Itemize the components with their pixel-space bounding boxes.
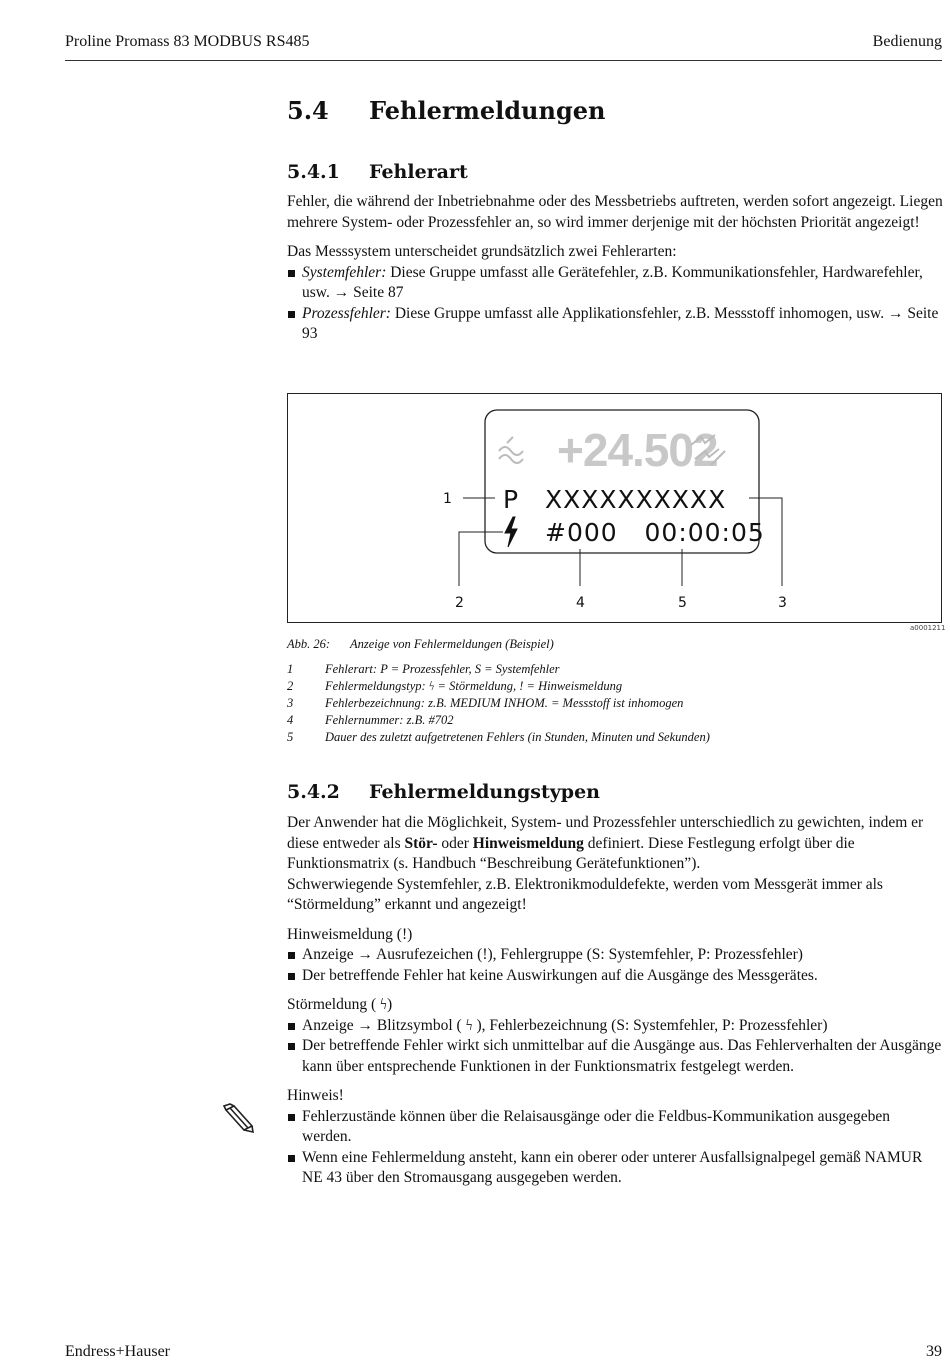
note-title: Hinweis! xyxy=(287,1087,344,1104)
subsection-heading-2 xyxy=(287,781,600,803)
legend-row xyxy=(287,695,710,712)
list-item: Anzeige → Ausrufezeichen (!), Fehlergruppe (S: Systemfehler, P: Prozessfehler) xyxy=(287,945,943,966)
header-section: Bedienung xyxy=(872,33,942,50)
error-designation: XXXXXXXXXX xyxy=(545,485,727,514)
legend-row xyxy=(287,712,710,729)
legend-text: Dauer des zuletzt aufgetretenen Fehlers (in Stunden, Minuten und Sekunden) xyxy=(325,730,710,744)
list-item: Anzeige → Blitzsymbol ( ϟ ), Fehlerbezeichnung (S: Systemfehler, P: Prozessfehler) xyxy=(287,1016,943,1037)
stoer-list xyxy=(287,1016,943,1078)
paragraph-error-types: Das Messsystem unterscheidet grundsätzlich zwei Fehlerarten: xyxy=(287,243,677,260)
bullet-text: Diese Gruppe umfasst alle Gerätefehler, z.B. Kommunikationsfehler, Hardwarefehler, usw. → Seite 87 xyxy=(302,263,923,301)
legend-text: Fehlerbezeichnung: z.B. MEDIUM INHOM. = Messstoff ist inhomogen xyxy=(325,696,684,710)
list-item xyxy=(287,304,943,345)
legend-row xyxy=(287,729,710,746)
hinweis-list xyxy=(287,945,943,986)
error-type-list xyxy=(287,263,943,345)
subsection-heading-1 xyxy=(287,161,468,183)
bullet-text: Diese Gruppe umfasst alle Applikationsfehler, z.B. Messstoff inhomogen, usw. → Seite 93 xyxy=(302,304,939,342)
section-541-body xyxy=(287,192,943,345)
legend-row xyxy=(287,678,710,695)
callout-1: 1 xyxy=(443,491,452,507)
figure-legend xyxy=(287,661,710,746)
paragraph-intro: Fehler, die während der Inbetriebnahme oder des Messbetriebs auftreten, werden sofort angezeigt. Liegen mehrere System- oder Prozessfehler an, so wird immer derjenige mit der höchsten Priorität angezeigt! xyxy=(287,193,943,231)
list-item xyxy=(287,263,943,304)
legend-number: 5 xyxy=(287,730,294,744)
list-item: Fehlerzustände können über die Relaisausgänge oder die Feldbus-Kommunikation ausgegeben werden. xyxy=(287,1107,943,1148)
paragraph-severe: Schwerwiegende Systemfehler, z.B. Elektronikmoduldefekte, werden vom Messgerät immer als “Störmeldung” erkannt und angezeigt! xyxy=(287,875,883,913)
text-run: definiert. Diese Festlegung erfolgt über die Funktionsmatrix (s. Handbuch “Beschreibung Gerätefunktionen”). xyxy=(287,834,855,872)
legend-row xyxy=(287,661,710,678)
legend-number: 4 xyxy=(287,713,294,727)
subsection-number-2: 5.4.2 xyxy=(287,781,340,803)
bold-hinweismeldung: Hinweismeldung xyxy=(472,834,584,852)
subsection-number-1: 5.4.1 xyxy=(287,161,340,183)
list-item: Wenn eine Fehlermeldung ansteht, kann ein oberer oder unterer Ausfallsignalpegel gemäß NAMUR NE 43 über den Stromausgang ausgegeben werden. xyxy=(287,1148,943,1189)
legend-number: 2 xyxy=(287,679,294,693)
pencil-note-icon xyxy=(222,1100,258,1134)
legend-number: 3 xyxy=(287,696,294,710)
callout-2: 2 xyxy=(455,595,464,611)
legend-text: Fehlerart: P = Prozessfehler, S = Systemfehler xyxy=(325,662,560,676)
list-item: Der betreffende Fehler wirkt sich unmittelbar auf die Ausgänge aus. Das Fehlerverhalten der Ausgänge kann über entsprechende Funktionen in der Funktionsmatrix festgelegt werden. xyxy=(287,1036,943,1077)
figure-caption xyxy=(287,637,554,652)
callout-4: 4 xyxy=(576,595,585,611)
term-prozessfehler: Prozessfehler: xyxy=(302,304,391,322)
text-run: Der Anwender hat die Möglichkeit, System- und Prozessfehler unterschiedlich zu gewichten, indem er diese entweder als xyxy=(287,814,924,852)
legend-text: Fehlernummer: z.B. #702 xyxy=(325,713,454,727)
header-rule xyxy=(65,60,942,61)
page-number: 39 xyxy=(926,1343,942,1360)
footer-brand: Endress+Hauser xyxy=(65,1343,170,1360)
subsection-title-1: Fehlerart xyxy=(369,161,468,183)
error-number-duration: #000 00:00:05 xyxy=(545,518,765,547)
caption-label: Abb. 26: xyxy=(287,637,331,651)
callout-5: 5 xyxy=(678,595,687,611)
bold-stoer: Stör- xyxy=(404,834,438,852)
term-systemfehler: Systemfehler: xyxy=(302,263,387,281)
header-title: Proline Promass 83 MODBUS RS485 xyxy=(65,33,310,50)
section-heading xyxy=(287,96,605,125)
legend-text: Fehlermeldungstyp: ϟ = Störmeldung, ! = Hinweismeldung xyxy=(325,679,623,693)
display-value: +24.502 xyxy=(557,424,718,476)
section-title: Fehlermeldungen xyxy=(369,96,606,125)
hinweis-title: Hinweismeldung (!) xyxy=(287,925,413,943)
paragraph-weighting xyxy=(287,813,943,875)
caption-text: Anzeige von Fehlermeldungen (Beispiel) xyxy=(350,637,554,651)
subsection-title-2: Fehlermeldungstypen xyxy=(369,781,600,803)
stoer-title: Störmeldung ( ϟ) xyxy=(287,996,393,1013)
section-number: 5.4 xyxy=(287,96,329,125)
display-figure xyxy=(287,393,943,623)
error-type-letter: P xyxy=(503,485,519,514)
list-item: Der betreffende Fehler hat keine Auswirkungen auf die Ausgänge des Messgerätes. xyxy=(287,966,943,987)
text-run: oder xyxy=(437,834,473,852)
note-list xyxy=(287,1107,943,1189)
display-figure-svg xyxy=(287,393,943,623)
figure-code: a0001211 xyxy=(910,624,946,632)
section-542-body xyxy=(287,813,943,1189)
callout-3: 3 xyxy=(778,595,787,611)
legend-number: 1 xyxy=(287,662,294,676)
